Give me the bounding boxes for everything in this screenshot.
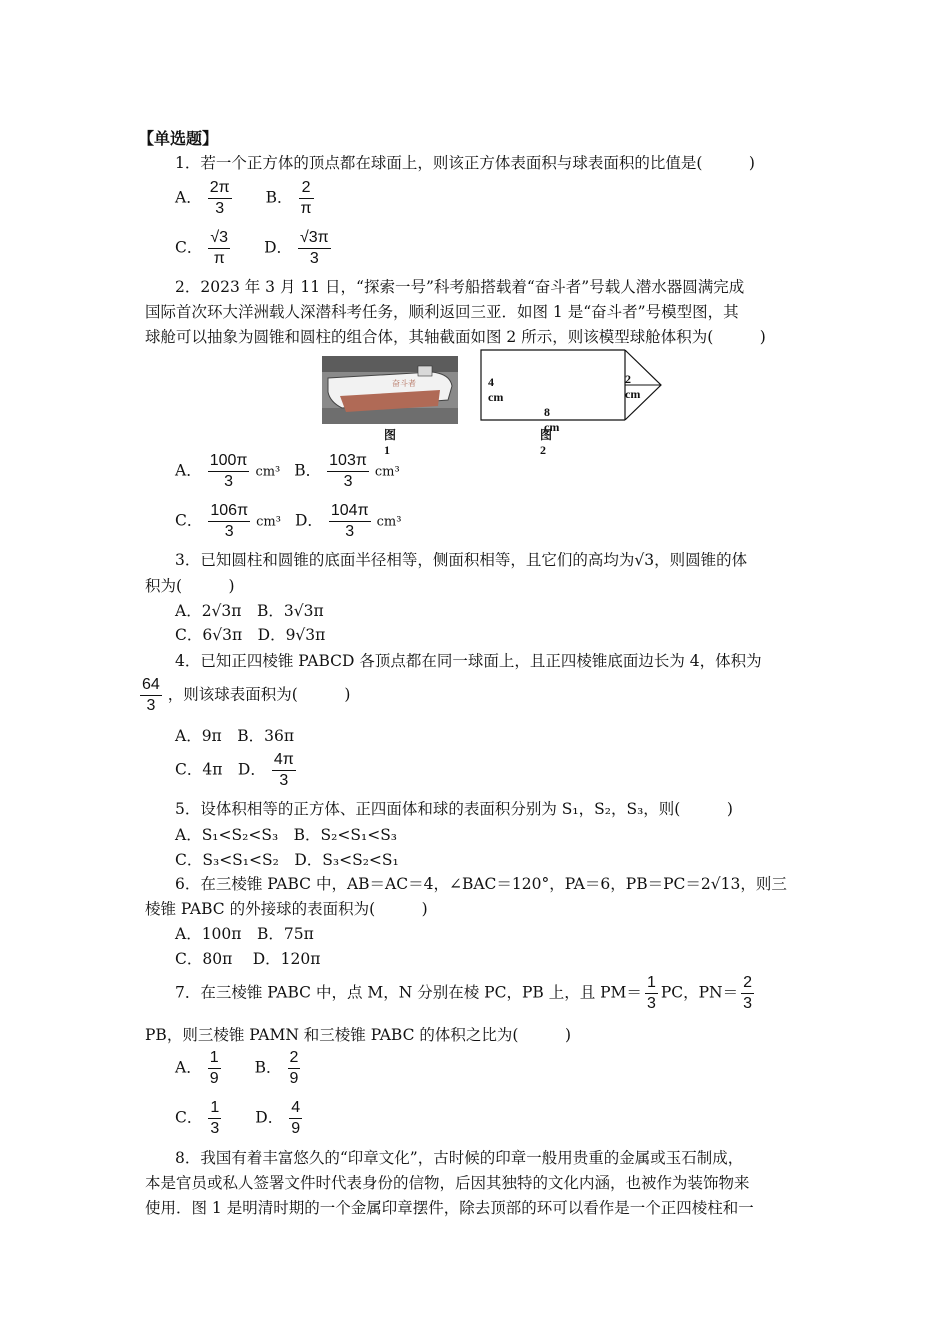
axial-section-diagram — [480, 348, 670, 428]
fig2-length-label: 8 cm — [544, 405, 560, 434]
q4-options-cd: C．4π D． $\frac{4\pi}{3}$ — [175, 751, 294, 789]
q3-options-ab: A．2√3π B．3√3π — [175, 602, 324, 620]
q1-options-ab — [175, 178, 320, 219]
q1-b-letter: B． — [265, 188, 293, 207]
q5-options-cd: C．S₃<S₁<S₂ D．S₃<S₂<S₁ — [175, 851, 399, 869]
q1-a-frac: $\frac{2\pi}{3}$ — [209, 179, 230, 217]
q1-options-cd — [175, 228, 337, 269]
q6-options-cd: C．80π D．120π — [175, 950, 321, 968]
q4-line1: 4．已知正四棱锥 PABCD 各顶点都在同一球面上，且正四棱锥底面边长为 4，体积为 — [175, 652, 762, 670]
q1-d-letter: D． — [264, 238, 292, 257]
q8-line3: 使用．图 1 是明清时期的一个金属印章摆件，除去顶部的环可以看作是一个正四棱柱和一 — [145, 1199, 754, 1217]
q2-options-cd: C． $\frac{106\pi}{3}$ cm³ D． $\frac{104\pi}{3}$ cm³ — [175, 502, 402, 540]
q3-line1: 3．已知圆柱和圆锥的底面半径相等，侧面积相等，且它们的高均为√3，则圆锥的体 — [175, 551, 748, 569]
q2-line1: 2．2023 年 3 月 11 日，“探索一号”科考船搭载着“奋斗者”号载人潜水器圆满完成 — [175, 278, 745, 296]
fig1-label: 奋斗者 — [392, 379, 416, 388]
q6-line2: 棱锥 PABC 的外接球的表面积为( ) — [145, 900, 428, 918]
q6-options-ab: A．100π B．75π — [175, 925, 314, 943]
q4-volume-frac: $\frac{64}{3}$ — [142, 676, 160, 714]
q1-stem: 1．若一个正方体的顶点都在球面上，则该正方体表面积与球表面积的比值是( ) — [175, 154, 755, 172]
section-heading: 【单选题】 — [138, 129, 219, 148]
q4-options-ab: A．9π B．36π — [175, 727, 295, 745]
q4-line2: $\frac{64}{3}$ ，则该球表面积为( ) — [142, 676, 351, 714]
q1-b-frac: $\frac{2}{\pi}$ — [300, 179, 312, 217]
q8-line1: 8．我国有着丰富悠久的“印章文化”，古时候的印章一般用贵重的金属或玉石制成， — [175, 1149, 744, 1167]
q5-stem: 5．设体积相等的正方体、正四面体和球的表面积分别为 S₁，S₂，S₃，则( ) — [175, 800, 733, 818]
q2-options-ab: A． $\frac{100\pi}{3}$ cm³ B． $\frac{103\pi}{3}$ cm³ — [175, 452, 400, 490]
q1-c-frac: $\frac{√3}{\pi}$ — [210, 229, 229, 267]
q7-line1: 7．在三棱锥 PABC 中，点 M，N 分别在棱 PC，PB 上，且 PM＝ $\frac{1}{3}$ PC，PN＝ $\frac{2}{3}$ — [175, 974, 753, 1012]
fig2-height-label: 4 cm — [488, 375, 504, 404]
q5-options-ab: A．S₁<S₂<S₃ B．S₂<S₁<S₃ — [175, 826, 398, 844]
q7-options-cd: C． $\frac{1}{3}$ D． $\frac{4}{9}$ — [175, 1099, 301, 1137]
submersible-photo — [322, 356, 458, 424]
fig2-caption: 图2 — [540, 428, 553, 457]
q1-c-letter: C． — [175, 238, 203, 257]
q1-d-frac: $\frac{√3\pi}{3}$ — [300, 229, 329, 267]
q6-line1: 6．在三棱锥 PABC 中，AB＝AC＝4，∠BAC＝120°，PA＝6，PB＝PC＝2√13，则三 — [175, 875, 787, 893]
q2-line2: 国际首次环大洋洲载人深潜科考任务，顺利返回三亚．如图 1 是“奋斗者”号模型图，其 — [145, 303, 739, 321]
fig2-cone-label: 2 cm — [625, 372, 641, 401]
q3-line2: 积为( ) — [145, 577, 235, 595]
q8-line2: 本是官员或私人签署文件时代表身份的信物，后因其独特的文化内涵，也被作为装饰物来 — [145, 1174, 750, 1192]
q1-a-letter: A． — [175, 188, 202, 207]
q2-line3: 球舱可以抽象为圆锥和圆柱的组合体，其轴截面如图 2 所示，则该模型球舱体积为( ) — [145, 328, 766, 346]
q3-options-cd: C．6√3π D．9√3π — [175, 626, 326, 644]
fig1-caption: 图1 — [384, 428, 397, 457]
q7-line2: PB，则三棱锥 PAMN 和三棱锥 PABC 的体积之比为( ) — [145, 1026, 571, 1044]
q7-options-ab: A． $\frac{1}{9}$ B． $\frac{2}{9}$ — [175, 1049, 299, 1087]
